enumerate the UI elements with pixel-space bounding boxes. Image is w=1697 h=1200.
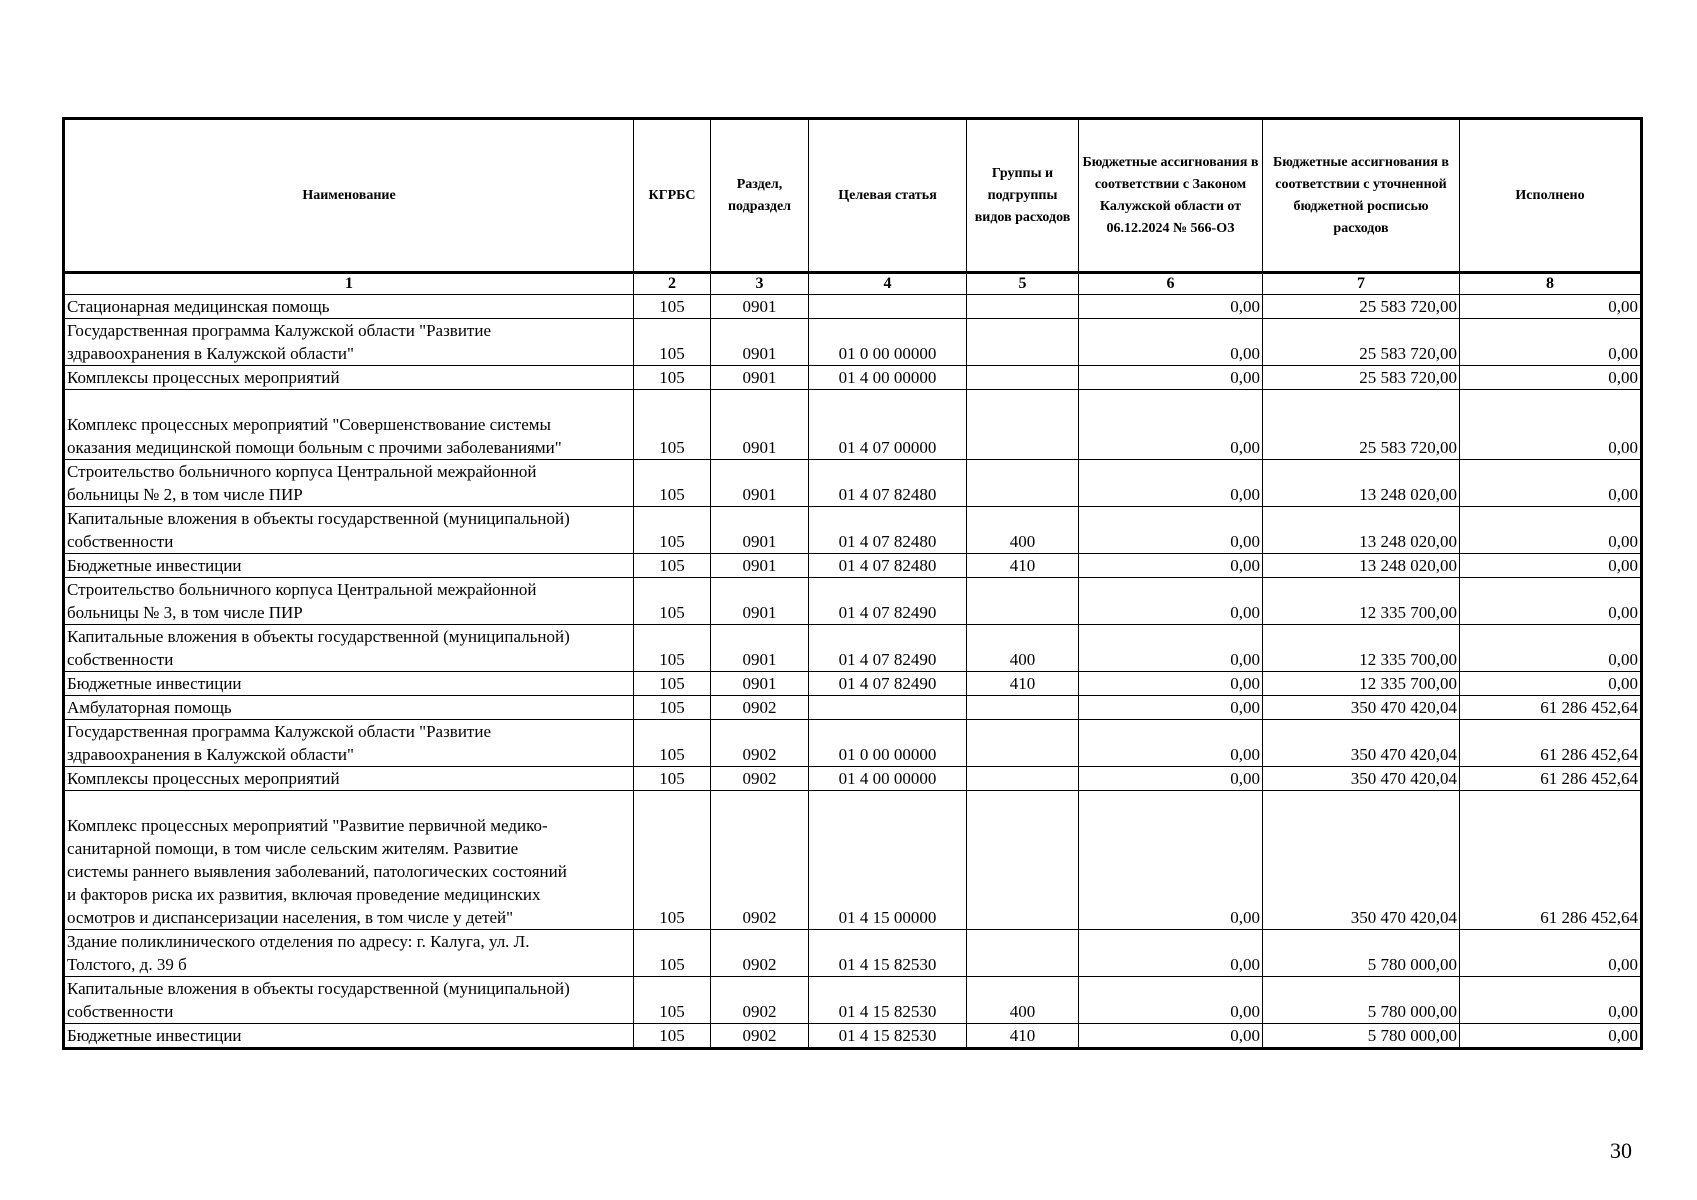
row-law-amount: 0,00 <box>1079 625 1263 672</box>
table-row <box>64 390 1642 460</box>
table-row <box>64 507 1642 554</box>
row-target <box>809 696 967 720</box>
row-executed-amount: 0,00 <box>1460 554 1642 578</box>
row-name: Государственная программа Калужской области "Развитие здравоохранения в Калужской области" <box>64 319 634 366</box>
header-section: Раздел, подраздел <box>711 119 809 273</box>
row-executed-amount: 0,00 <box>1460 578 1642 625</box>
table-row <box>64 791 1642 930</box>
column-number: 3 <box>711 273 809 295</box>
row-target: 01 4 07 82490 <box>809 672 967 696</box>
row-kgrbs: 105 <box>634 672 711 696</box>
table-row <box>64 672 1642 696</box>
row-law-amount: 0,00 <box>1079 390 1263 460</box>
row-section: 0902 <box>711 767 809 791</box>
row-target: 01 4 15 00000 <box>809 791 967 930</box>
row-target: 01 0 00 00000 <box>809 720 967 767</box>
row-target: 01 4 00 00000 <box>809 366 967 390</box>
row-section: 0902 <box>711 696 809 720</box>
row-executed-amount: 0,00 <box>1460 1024 1642 1049</box>
row-name: Строительство больничного корпуса Центральной межрайонной больницы № 2, в том числе ПИР <box>64 460 634 507</box>
row-target: 01 4 00 00000 <box>809 767 967 791</box>
row-kgrbs: 105 <box>634 319 711 366</box>
column-number-row <box>64 273 1642 295</box>
row-refined-amount: 12 335 700,00 <box>1263 625 1460 672</box>
row-group <box>967 390 1079 460</box>
row-group <box>967 696 1079 720</box>
row-group <box>967 366 1079 390</box>
row-executed-amount: 0,00 <box>1460 390 1642 460</box>
row-section: 0901 <box>711 578 809 625</box>
column-number: 7 <box>1263 273 1460 295</box>
row-target: 01 4 15 82530 <box>809 977 967 1024</box>
row-law-amount: 0,00 <box>1079 554 1263 578</box>
row-group <box>967 767 1079 791</box>
row-law-amount: 0,00 <box>1079 930 1263 977</box>
row-target: 01 0 00 00000 <box>809 319 967 366</box>
table-row <box>64 720 1642 767</box>
row-name: Бюджетные инвестиции <box>64 1024 634 1049</box>
row-refined-amount: 350 470 420,04 <box>1263 767 1460 791</box>
row-name: Строительство больничного корпуса Центральной межрайонной больницы № 3, в том числе ПИР <box>64 578 634 625</box>
row-refined-amount: 350 470 420,04 <box>1263 720 1460 767</box>
row-group: 400 <box>967 977 1079 1024</box>
row-section: 0901 <box>711 554 809 578</box>
row-target: 01 4 07 82490 <box>809 578 967 625</box>
row-law-amount: 0,00 <box>1079 366 1263 390</box>
row-section: 0902 <box>711 720 809 767</box>
row-kgrbs: 105 <box>634 930 711 977</box>
row-refined-amount: 5 780 000,00 <box>1263 977 1460 1024</box>
row-name: Капитальные вложения в объекты государственной (муниципальной) собственности <box>64 507 634 554</box>
row-kgrbs: 105 <box>634 507 711 554</box>
row-refined-amount: 13 248 020,00 <box>1263 460 1460 507</box>
table-row <box>64 295 1642 319</box>
row-refined-amount: 350 470 420,04 <box>1263 696 1460 720</box>
header-law: Бюджетные ассигнования в соответствии с Законом Калужской области от 06.12.2024 № 566-ОЗ <box>1079 119 1263 273</box>
table-row <box>64 554 1642 578</box>
table-row <box>64 1024 1642 1049</box>
row-refined-amount: 25 583 720,00 <box>1263 366 1460 390</box>
row-name: Комплексы процессных мероприятий <box>64 366 634 390</box>
header-groups: Группы и подгруппы видов расходов <box>967 119 1079 273</box>
row-section: 0902 <box>711 791 809 930</box>
table-row <box>64 319 1642 366</box>
row-refined-amount: 12 335 700,00 <box>1263 672 1460 696</box>
row-refined-amount: 5 780 000,00 <box>1263 930 1460 977</box>
row-section: 0901 <box>711 390 809 460</box>
row-target: 01 4 07 82490 <box>809 625 967 672</box>
row-name: Здание поликлинического отделения по адресу: г. Калуга, ул. Л. Толстого, д. 39 б <box>64 930 634 977</box>
column-number: 1 <box>64 273 634 295</box>
row-group: 410 <box>967 554 1079 578</box>
table-row <box>64 977 1642 1024</box>
row-section: 0902 <box>711 930 809 977</box>
row-refined-amount: 13 248 020,00 <box>1263 554 1460 578</box>
column-number: 2 <box>634 273 711 295</box>
row-group: 400 <box>967 507 1079 554</box>
row-law-amount: 0,00 <box>1079 319 1263 366</box>
page-number: 30 <box>1610 1138 1632 1163</box>
row-law-amount: 0,00 <box>1079 578 1263 625</box>
row-target: 01 4 07 82480 <box>809 554 967 578</box>
row-kgrbs: 105 <box>634 720 711 767</box>
row-executed-amount: 61 286 452,64 <box>1460 696 1642 720</box>
row-name: Комплекс процессных мероприятий "Развитие первичной медико- санитарной помощи, в том числе сельским жителям. Развитие системы раннего выявления заболеваний, патологических состояний и факторов риска их развития, включая проведение медицинских осмотров и диспансеризации населения, в том числе у детей" <box>64 791 634 930</box>
row-executed-amount: 0,00 <box>1460 930 1642 977</box>
table-row <box>64 366 1642 390</box>
row-name: Амбулаторная помощь <box>64 696 634 720</box>
table-row <box>64 625 1642 672</box>
header-name: Наименование <box>64 119 634 273</box>
row-law-amount: 0,00 <box>1079 295 1263 319</box>
row-group <box>967 720 1079 767</box>
row-law-amount: 0,00 <box>1079 672 1263 696</box>
row-target: 01 4 15 82530 <box>809 930 967 977</box>
header-row <box>64 119 1642 273</box>
row-section: 0901 <box>711 672 809 696</box>
row-section: 0902 <box>711 1024 809 1049</box>
row-kgrbs: 105 <box>634 625 711 672</box>
row-executed-amount: 0,00 <box>1460 672 1642 696</box>
row-name: Капитальные вложения в объекты государственной (муниципальной) собственности <box>64 625 634 672</box>
row-group <box>967 578 1079 625</box>
row-group: 400 <box>967 625 1079 672</box>
row-name: Комплексы процессных мероприятий <box>64 767 634 791</box>
table-row <box>64 767 1642 791</box>
row-executed-amount: 0,00 <box>1460 319 1642 366</box>
row-section: 0901 <box>711 366 809 390</box>
row-name: Капитальные вложения в объекты государственной (муниципальной) собственности <box>64 977 634 1024</box>
row-refined-amount: 5 780 000,00 <box>1263 1024 1460 1049</box>
row-refined-amount: 25 583 720,00 <box>1263 390 1460 460</box>
row-target <box>809 295 967 319</box>
row-refined-amount: 25 583 720,00 <box>1263 319 1460 366</box>
row-executed-amount: 0,00 <box>1460 295 1642 319</box>
header-refined: Бюджетные ассигнования в соответствии с уточненной бюджетной росписью расходов <box>1263 119 1460 273</box>
row-target: 01 4 07 82480 <box>809 460 967 507</box>
row-group <box>967 319 1079 366</box>
row-refined-amount: 12 335 700,00 <box>1263 578 1460 625</box>
row-section: 0901 <box>711 507 809 554</box>
table-row <box>64 696 1642 720</box>
row-refined-amount: 350 470 420,04 <box>1263 791 1460 930</box>
row-kgrbs: 105 <box>634 554 711 578</box>
row-refined-amount: 25 583 720,00 <box>1263 295 1460 319</box>
row-group <box>967 295 1079 319</box>
row-executed-amount: 61 286 452,64 <box>1460 720 1642 767</box>
row-law-amount: 0,00 <box>1079 791 1263 930</box>
row-name: Стационарная медицинская помощь <box>64 295 634 319</box>
row-group <box>967 791 1079 930</box>
row-target: 01 4 07 00000 <box>809 390 967 460</box>
row-kgrbs: 105 <box>634 366 711 390</box>
row-section: 0901 <box>711 295 809 319</box>
row-law-amount: 0,00 <box>1079 720 1263 767</box>
row-kgrbs: 105 <box>634 1024 711 1049</box>
row-executed-amount: 0,00 <box>1460 366 1642 390</box>
row-refined-amount: 13 248 020,00 <box>1263 507 1460 554</box>
row-name: Государственная программа Калужской области "Развитие здравоохранения в Калужской области" <box>64 720 634 767</box>
row-section: 0901 <box>711 625 809 672</box>
row-kgrbs: 105 <box>634 460 711 507</box>
row-kgrbs: 105 <box>634 977 711 1024</box>
row-name: Бюджетные инвестиции <box>64 554 634 578</box>
row-law-amount: 0,00 <box>1079 696 1263 720</box>
row-law-amount: 0,00 <box>1079 977 1263 1024</box>
column-number: 5 <box>967 273 1079 295</box>
row-law-amount: 0,00 <box>1079 507 1263 554</box>
row-target: 01 4 07 82480 <box>809 507 967 554</box>
budget-table <box>62 117 1643 1050</box>
row-kgrbs: 105 <box>634 791 711 930</box>
row-group <box>967 460 1079 507</box>
column-number: 4 <box>809 273 967 295</box>
table-row <box>64 460 1642 507</box>
row-name: Комплекс процессных мероприятий "Совершенствование системы оказания медицинской помощи больным с прочими заболеваниями" <box>64 390 634 460</box>
row-executed-amount: 0,00 <box>1460 507 1642 554</box>
column-number: 6 <box>1079 273 1263 295</box>
row-section: 0901 <box>711 319 809 366</box>
column-number: 8 <box>1460 273 1642 295</box>
header-executed: Исполнено <box>1460 119 1642 273</box>
row-section: 0901 <box>711 460 809 507</box>
row-law-amount: 0,00 <box>1079 460 1263 507</box>
header-target: Целевая статья <box>809 119 967 273</box>
row-target: 01 4 15 82530 <box>809 1024 967 1049</box>
table-row <box>64 578 1642 625</box>
row-law-amount: 0,00 <box>1079 1024 1263 1049</box>
row-kgrbs: 105 <box>634 696 711 720</box>
row-group: 410 <box>967 1024 1079 1049</box>
row-section: 0902 <box>711 977 809 1024</box>
row-kgrbs: 105 <box>634 390 711 460</box>
row-law-amount: 0,00 <box>1079 767 1263 791</box>
row-executed-amount: 0,00 <box>1460 977 1642 1024</box>
header-kgrbs: КГРБС <box>634 119 711 273</box>
row-name: Бюджетные инвестиции <box>64 672 634 696</box>
row-executed-amount: 0,00 <box>1460 460 1642 507</box>
row-kgrbs: 105 <box>634 578 711 625</box>
row-kgrbs: 105 <box>634 767 711 791</box>
row-group <box>967 930 1079 977</box>
row-kgrbs: 105 <box>634 295 711 319</box>
table-row <box>64 930 1642 977</box>
row-executed-amount: 61 286 452,64 <box>1460 767 1642 791</box>
row-executed-amount: 0,00 <box>1460 625 1642 672</box>
row-group: 410 <box>967 672 1079 696</box>
row-executed-amount: 61 286 452,64 <box>1460 791 1642 930</box>
